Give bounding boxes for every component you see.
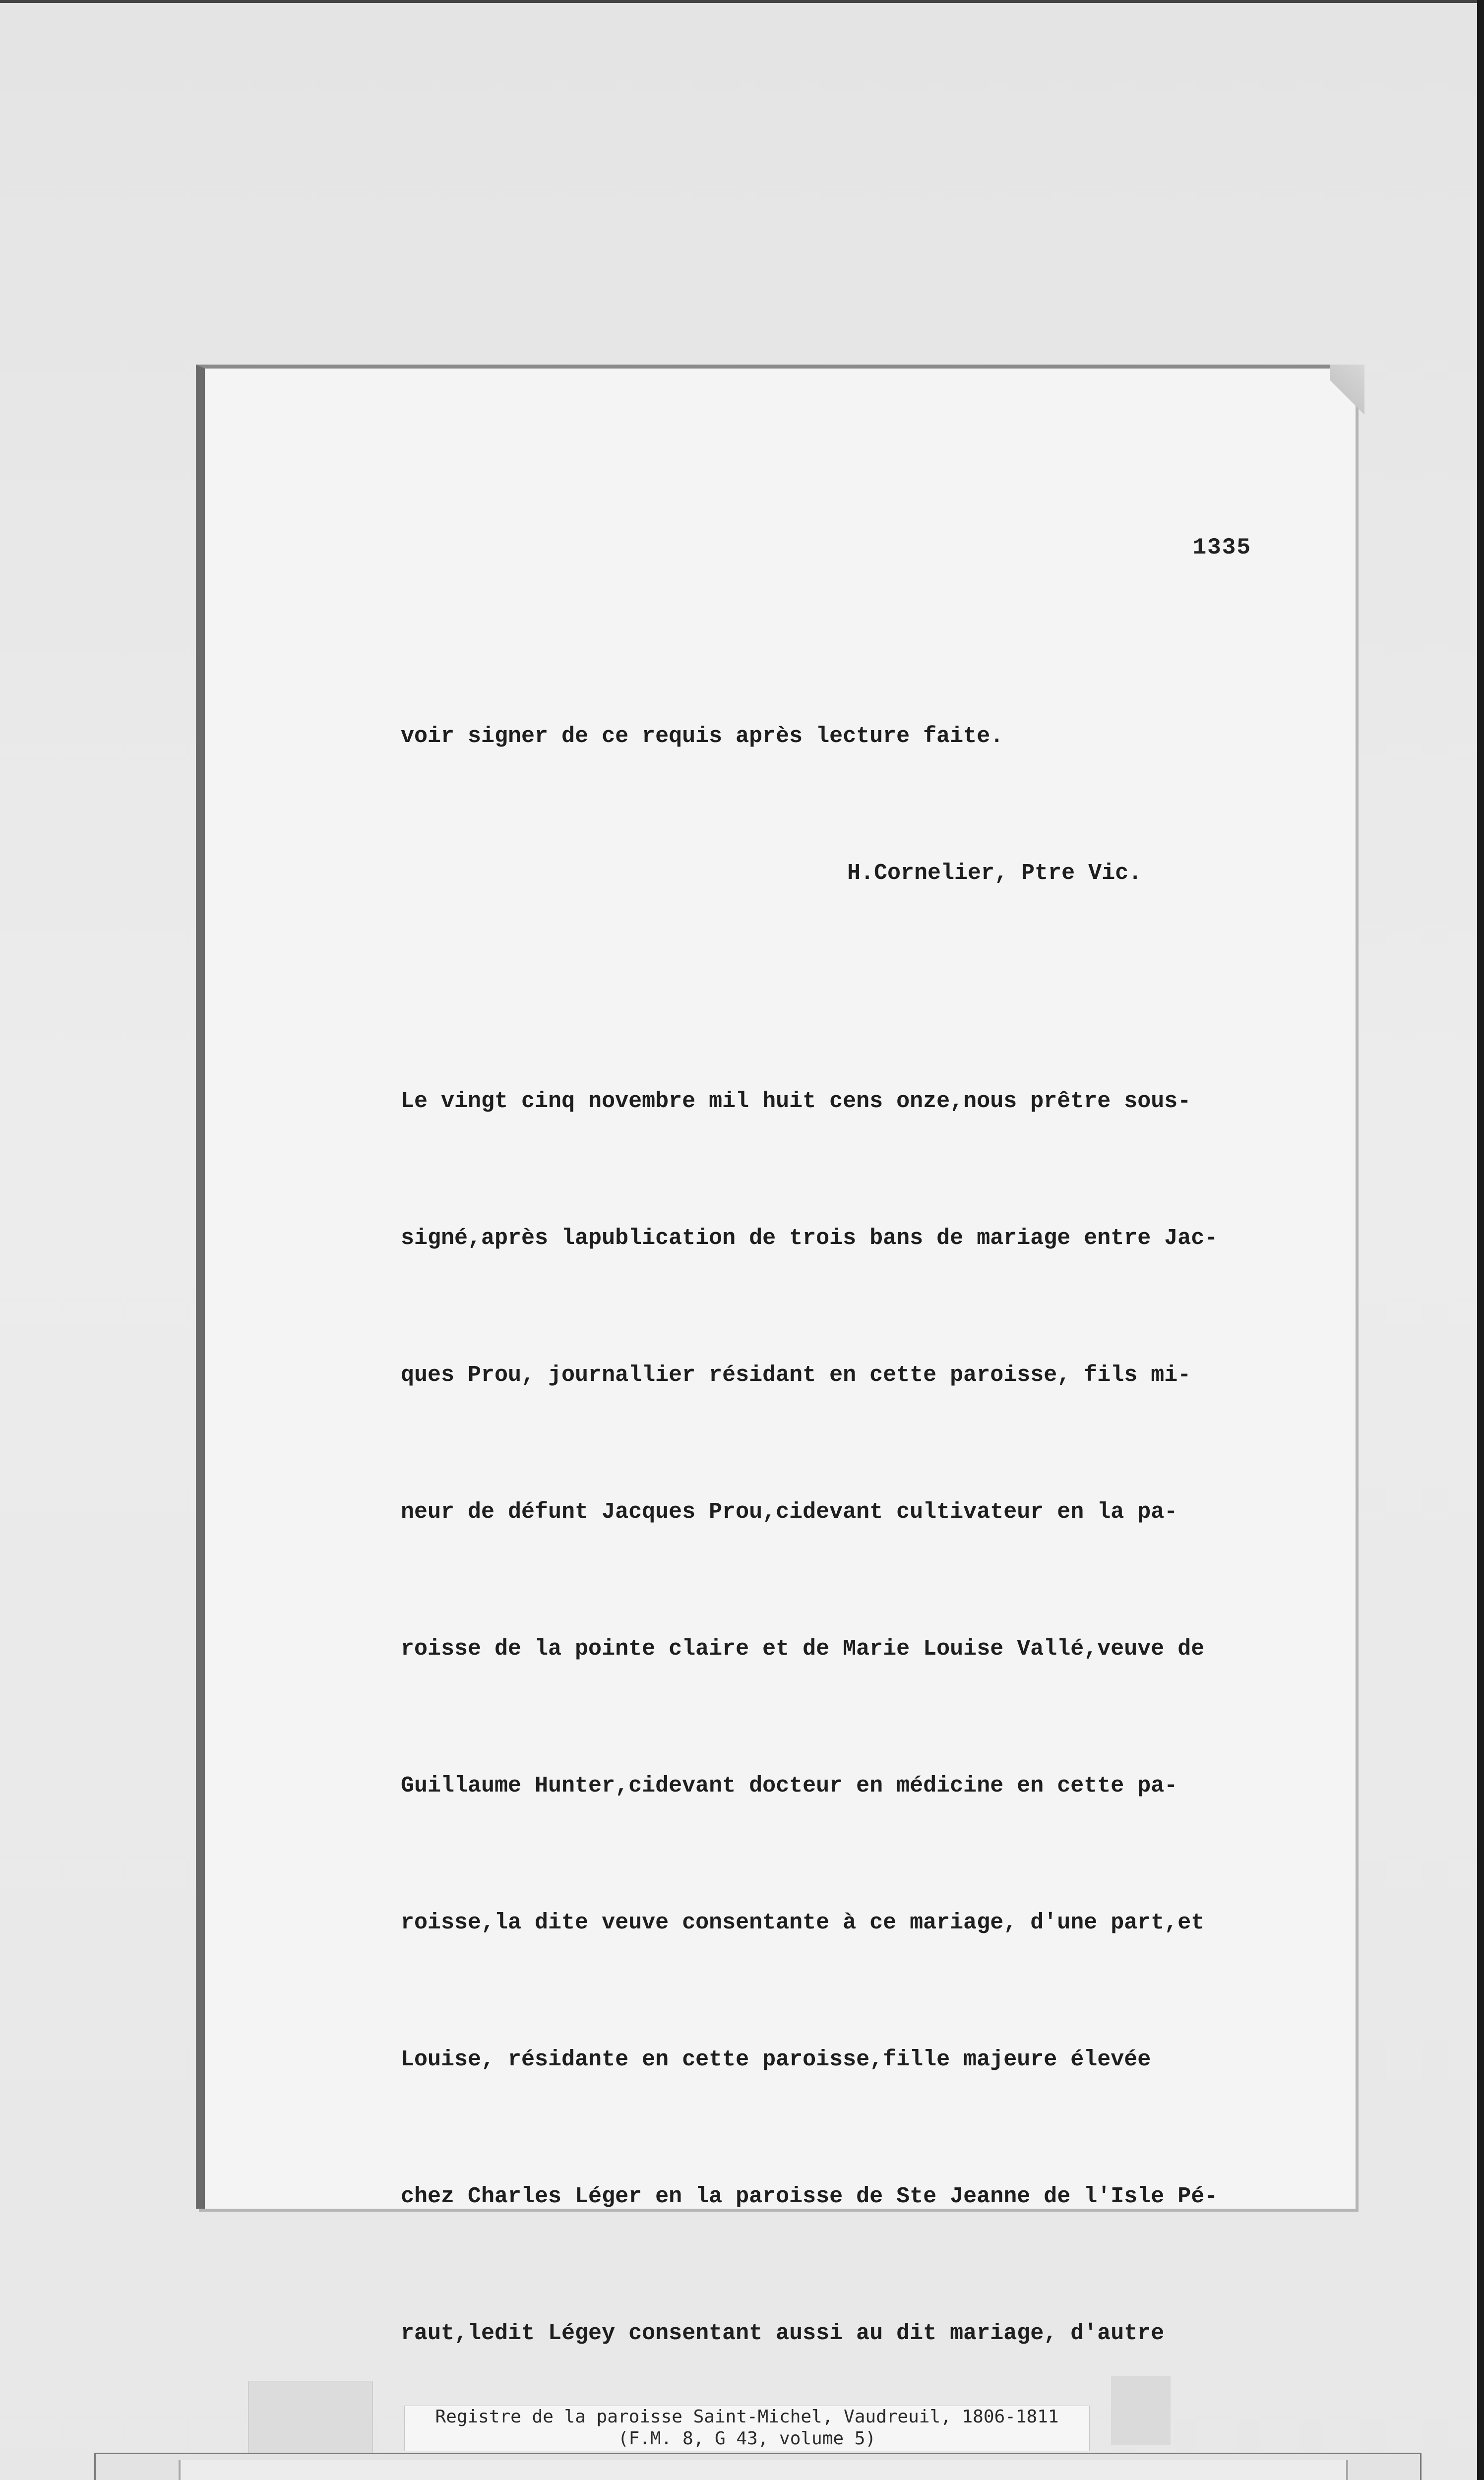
signature-cornelier: H.Cornelier, Ptre Vic. xyxy=(847,861,1142,886)
source-caption xyxy=(404,2406,1090,2451)
page-number: 1335 xyxy=(1192,535,1251,560)
text-line: roisse de la pointe claire et de Marie Louise Vallé,veuve de xyxy=(401,1636,1205,1662)
register-text xyxy=(401,577,1328,2480)
text-line: Guillaume Hunter,cidevant docteur en médicine en cette pa- xyxy=(401,1773,1178,1798)
text-line: Le vingt cinq novembre mil huit cens onze,nous prêtre sous- xyxy=(401,1089,1191,1114)
text-line: raut,ledit Légey consentant aussi au dit mariage, d'autre xyxy=(401,2321,1165,2346)
text-line: Louise, résidante en cette paroisse,fille majeure élevée xyxy=(401,2047,1151,2072)
archives-stamp-panel xyxy=(179,2460,1348,2480)
caption-reference: (F.M. 8, G 43, volume 5) xyxy=(618,2428,876,2449)
text-line: roisse,la dite veuve consentante à ce mariage, d'une part,et xyxy=(401,1910,1205,1935)
typescript-page xyxy=(196,365,1356,2346)
text-line: chez Charles Léger en la paroisse de Ste Jeanne de l'Isle Pé- xyxy=(401,2184,1218,2209)
scan-edge-top xyxy=(0,0,1484,3)
folded-corner xyxy=(1330,365,1364,429)
text-line: ques Prou, journallier résidant en cette paroisse, fils mi- xyxy=(401,1363,1191,1388)
text-line: voir signer de ce requis après lecture faite. xyxy=(401,724,1004,749)
mounting-tab-right xyxy=(1111,2376,1171,2445)
text-line: signé,après lapublication de trois bans de mariage entre Jac- xyxy=(401,1226,1218,1251)
text-line: neur de défunt Jacques Prou,cidevant cultivateur en la pa- xyxy=(401,1499,1178,1525)
scan-edge-right xyxy=(1477,0,1484,2480)
caption-title: Registre de la paroisse Saint-Michel, Vaudreuil, 1806-1811 xyxy=(435,2407,1059,2427)
